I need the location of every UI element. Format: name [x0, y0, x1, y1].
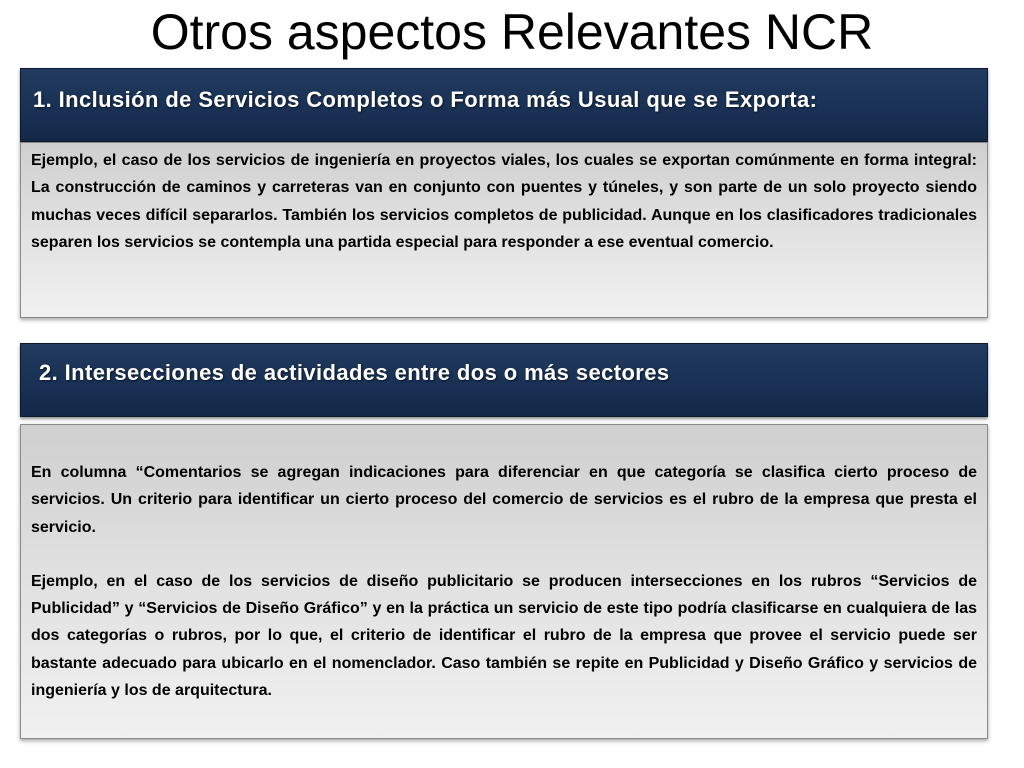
section-2-header	[20, 343, 988, 417]
section-1-header	[20, 68, 988, 142]
slide-title: Otros aspectos Relevantes NCR	[150, 4, 874, 60]
section-2-paragraph-1: En columna “Comentarios se agregan indicaciones para diferenciar en que categoría se clasifica cierto proceso de servicios. Un criterio para identificar un cierto proceso del comercio de servicios es el rubro de la empresa que presta el servicio.	[31, 464, 977, 536]
section-2-paragraph-2: Ejemplo, en el caso de los servicios de diseño publicitario se producen intersecciones en los rubros “Servicios de Publicidad” y “Servicios de Diseño Gráfico” y en la práctica un servicio de este tipo podría clasificarse en cualquiera de las dos categorías o rubros, por lo que, el criterio de identificar el rubro de la empresa que provee el servicio puede ser bastante adecuado para ubicarlo en el nomenclador. Caso también se repite en Publicidad y Diseño Gráfico y servicios de ingeniería y los de arquitectura.	[31, 572, 977, 700]
section-1-content-box	[20, 142, 988, 318]
section-1-heading: 1. Inclusión de Servicios Completos o Forma más Usual que se Exporta:	[33, 87, 818, 112]
section-2-heading: 2. Intersecciones de actividades entre dos o más sectores	[39, 360, 670, 385]
section-2-content-box	[20, 424, 988, 739]
section-1-paragraph: Ejemplo, el caso de los servicios de ingeniería en proyectos viales, los cuales se exportan comúnmente en forma integral: La construcción de caminos y carreteras van en conjunto con puentes y túneles, y son parte de un solo proyecto siendo muchas veces difícil separarlos. También los servicios completos de publicidad. Aunque en los clasificadores tradicionales separen los servicios se contempla una partida especial para responder a ese eventual comercio.	[31, 152, 977, 251]
